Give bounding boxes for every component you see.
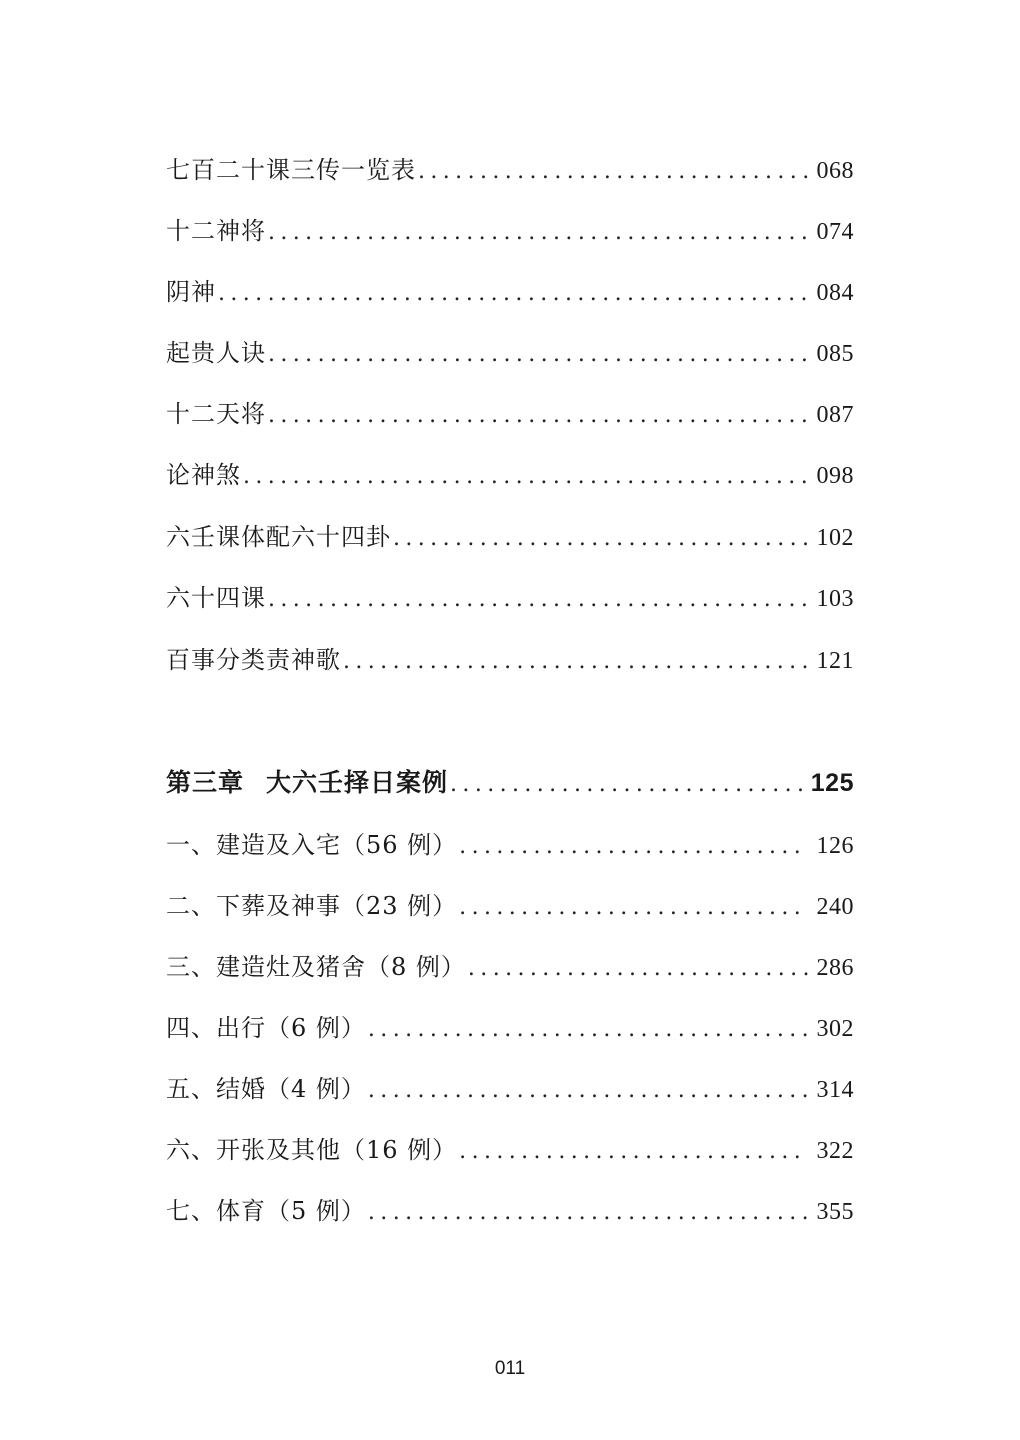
toc-entry-page: 286 bbox=[816, 955, 854, 981]
toc-entry-page: 355 bbox=[816, 1199, 854, 1225]
toc-entry-page: 098 bbox=[816, 463, 854, 489]
toc-entry[interactable] bbox=[166, 272, 854, 312]
toc-entry[interactable] bbox=[166, 333, 854, 373]
dot-leader bbox=[243, 457, 808, 497]
dot-leader bbox=[393, 519, 808, 559]
toc-entry-title: 十二神将 bbox=[166, 217, 266, 245]
toc-entry[interactable] bbox=[166, 947, 854, 987]
toc-entry-page: 103 bbox=[816, 586, 854, 612]
chapter-name: 大六壬择日案例 bbox=[266, 768, 449, 797]
toc-entry-title: 七、体育（5 例） bbox=[166, 1197, 366, 1225]
toc-entry[interactable] bbox=[166, 825, 854, 865]
toc-entry-page: 121 bbox=[816, 648, 854, 674]
dot-leader bbox=[343, 642, 808, 682]
dot-leader bbox=[268, 213, 808, 253]
toc-entry-page: 074 bbox=[816, 219, 854, 245]
toc-entry[interactable] bbox=[166, 578, 854, 618]
toc-entry-page: 068 bbox=[816, 158, 854, 184]
toc-entry[interactable] bbox=[166, 211, 854, 251]
toc-entry-title: 三、建造灶及猪舍（8 例） bbox=[166, 953, 466, 981]
toc-entry-page: 126 bbox=[816, 833, 854, 859]
toc-entry-title: 七百二十课三传一览表 bbox=[166, 156, 416, 184]
toc-entry-title: 四、出行（6 例） bbox=[166, 1014, 366, 1042]
toc-entry-title: 六、开张及其他（16 例） bbox=[166, 1136, 458, 1164]
toc-entry-title: 五、结婚（4 例） bbox=[166, 1075, 366, 1103]
dot-leader bbox=[368, 1010, 808, 1050]
toc-entry-page: 087 bbox=[816, 402, 854, 428]
dot-leader bbox=[368, 1193, 808, 1233]
toc-entry-page: 314 bbox=[816, 1077, 854, 1103]
dot-leader bbox=[368, 1071, 808, 1111]
toc-entry[interactable] bbox=[166, 1069, 854, 1109]
toc-entry[interactable] bbox=[166, 886, 854, 926]
toc-entry[interactable] bbox=[166, 455, 854, 495]
toc-entry-title: 阴神 bbox=[166, 278, 216, 306]
dot-leader bbox=[450, 765, 807, 805]
toc-entry-title: 六壬课体配六十四卦 bbox=[166, 523, 391, 551]
toc-entry-page: 102 bbox=[816, 525, 854, 551]
dot-leader bbox=[459, 1132, 808, 1172]
toc-entry-title: 一、建造及入宅（56 例） bbox=[166, 831, 458, 859]
toc-entry-title: 十二天将 bbox=[166, 400, 266, 428]
toc-entry-page: 322 bbox=[816, 1138, 854, 1164]
toc-entry-title: 论神煞 bbox=[166, 461, 241, 489]
toc-entry-page: 302 bbox=[816, 1016, 854, 1042]
toc-entry-page: 084 bbox=[816, 280, 854, 306]
dot-leader bbox=[459, 827, 808, 867]
toc-entry-page: 085 bbox=[816, 341, 854, 367]
toc-entry[interactable] bbox=[166, 640, 854, 680]
dot-leader bbox=[268, 335, 808, 375]
toc-chapter-heading[interactable] bbox=[166, 763, 854, 803]
chapter-number: 第三章 bbox=[166, 768, 245, 797]
toc-entry-title: 二、下葬及神事（23 例） bbox=[166, 892, 458, 920]
toc-entry-title: 六十四课 bbox=[166, 584, 266, 612]
page-number: 011 bbox=[494, 1358, 526, 1379]
dot-leader bbox=[459, 888, 808, 928]
toc-entry[interactable] bbox=[166, 1130, 854, 1170]
chapter-title bbox=[166, 763, 448, 803]
dot-leader bbox=[268, 580, 808, 620]
toc-entry-title: 百事分类责神歌 bbox=[166, 646, 341, 674]
toc-entry[interactable] bbox=[166, 517, 854, 557]
dot-leader bbox=[268, 396, 808, 436]
dot-leader bbox=[468, 949, 808, 989]
toc-entry[interactable] bbox=[166, 394, 854, 434]
dot-leader bbox=[418, 152, 808, 192]
chapter-page: 125 bbox=[810, 769, 854, 797]
toc-entry[interactable] bbox=[166, 1191, 854, 1231]
toc-entry-page: 240 bbox=[816, 894, 854, 920]
dot-leader bbox=[218, 274, 808, 314]
toc-entry[interactable] bbox=[166, 1008, 854, 1048]
toc-entry[interactable] bbox=[166, 150, 854, 190]
toc-entry-title: 起贵人诀 bbox=[166, 339, 266, 367]
